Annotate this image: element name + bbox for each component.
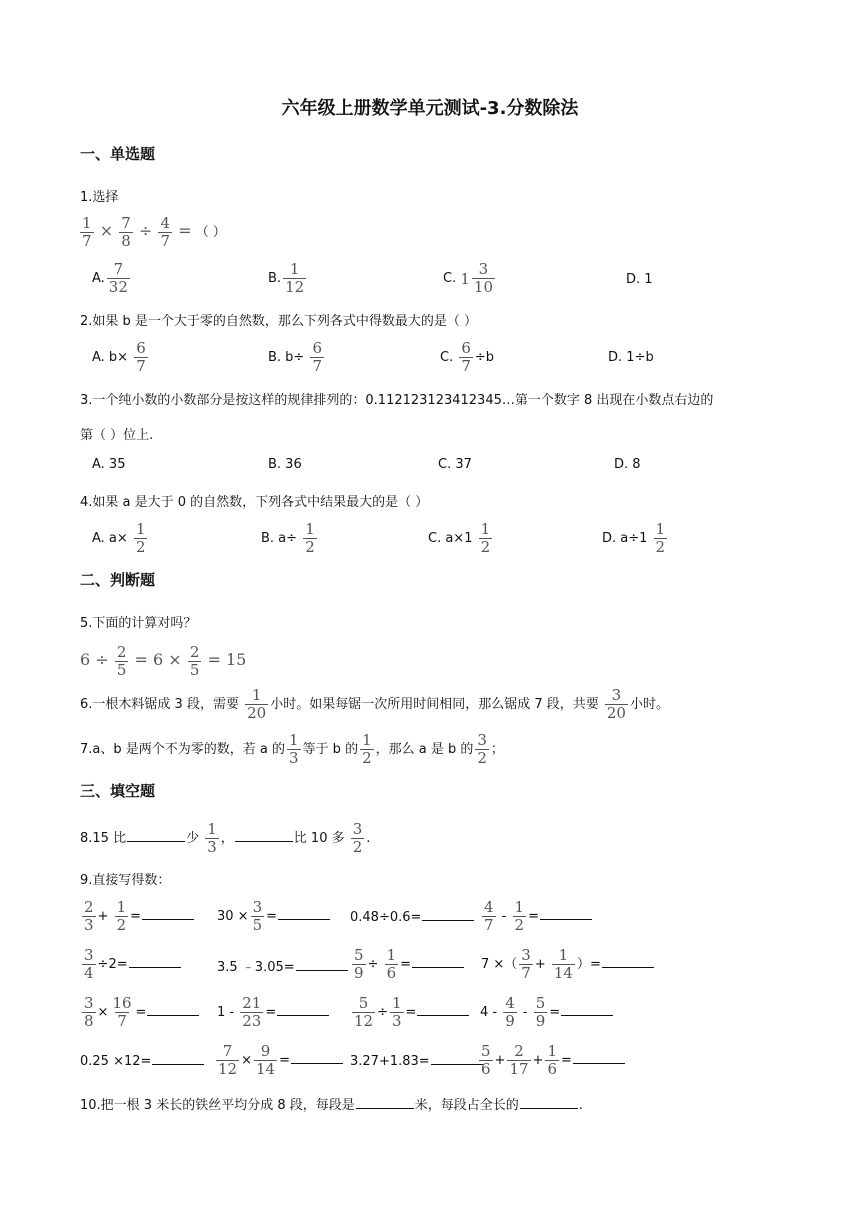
answer-blank[interactable] bbox=[431, 1052, 483, 1065]
q9-row4-item-d: $\frac{5}{6}$ + $\frac{2}{17}$ + $\frac{1}{6}$ = bbox=[477, 1044, 626, 1077]
answer-blank[interactable] bbox=[127, 829, 185, 842]
answer-blank[interactable] bbox=[147, 1003, 199, 1016]
option-4c[interactable]: C. a×1 $\frac{1}{2}$ bbox=[428, 520, 491, 556]
option-3c[interactable]: C. 37 bbox=[438, 457, 472, 472]
answer-blank[interactable] bbox=[296, 958, 348, 971]
answer-blank[interactable] bbox=[277, 1003, 329, 1016]
q9-row4-item-a: 0.25 ×12= bbox=[80, 1052, 205, 1069]
answer-blank[interactable] bbox=[602, 955, 654, 968]
document-title: 六年级上册数学单元测试-3.分数除法 bbox=[281, 98, 579, 119]
q9-row3-item-a: $\frac{3}{8}$ × $\frac{16}{7}$ = bbox=[80, 996, 200, 1029]
answer-blank[interactable] bbox=[235, 829, 293, 842]
q9-row4-item-c: 3.27+1.83= bbox=[350, 1052, 484, 1069]
answer-blank[interactable] bbox=[561, 1003, 613, 1016]
option-2d[interactable]: D. 1÷b bbox=[608, 350, 654, 365]
question-1-stem: 1.选择 bbox=[80, 190, 119, 205]
q9-row2-item-d: 7 ×（ $\frac{3}{7}$ + $\frac{1}{14}$ ）= bbox=[481, 948, 655, 981]
answer-blank[interactable] bbox=[142, 907, 194, 920]
answer-blank[interactable] bbox=[278, 907, 330, 920]
question-3-line-2: 第（ ）位上. bbox=[80, 428, 154, 443]
fraction: $\frac{7}{8}$ bbox=[121, 214, 131, 250]
option-3d[interactable]: D. 8 bbox=[614, 457, 641, 472]
answer-blank[interactable] bbox=[573, 1051, 625, 1064]
answer-blank[interactable] bbox=[129, 955, 181, 968]
question-9-stem: 9.直接写得数： bbox=[80, 873, 171, 888]
question-3-line-1: 3.一个纯小数的小数部分是按这样的规律排列的：0.112123123412345…第一个数字 8 出现在小数点右边的 bbox=[80, 393, 714, 408]
fraction: $\frac{1}{7}$ bbox=[82, 214, 92, 250]
question-10: 10.把一根 3 米长的铁丝平均分成 8 段，每段是 米，每段占全长的 . bbox=[80, 1098, 583, 1113]
option-2a[interactable]: A. b× $\frac{6}{7}$ bbox=[92, 339, 146, 375]
q9-row1-item-c: 0.48÷0.6= bbox=[350, 908, 475, 925]
option-1b[interactable]: B. $\frac{1}{12}$ bbox=[268, 260, 305, 296]
option-1d[interactable]: D. 1 bbox=[626, 272, 653, 287]
q9-row1-item-d: $\frac{4}{7}$ - $\frac{1}{2}$ = bbox=[480, 900, 593, 933]
option-4b[interactable]: B. a÷ $\frac{1}{2}$ bbox=[261, 520, 315, 556]
q9-row2-item-b: 3.5 ﹣3.05= bbox=[217, 956, 349, 975]
q9-row1-item-b: 30 × $\frac{3}{5}$ = bbox=[217, 900, 331, 933]
option-2c[interactable]: C. $\frac{6}{7}$ ÷b bbox=[440, 339, 495, 375]
question-6: 6.一根木料锯成 3 段，需要 $\frac{1}{20}$ 小时。如果每锯一次所用时间相同，那么锯成 7 段，共要 $\frac{3}{20}$ 小时。 bbox=[80, 686, 669, 722]
option-4a[interactable]: A. a× $\frac{1}{2}$ bbox=[92, 520, 146, 556]
option-1a[interactable]: A. $\frac{7}{32}$ bbox=[92, 260, 128, 296]
question-1-expression: $\frac{1}{7}$ × $\frac{7}{8}$ ÷ $\frac{4}{7}$ = （ ） bbox=[82, 214, 226, 250]
q9-row3-item-c: $\frac{5}{12}$ ÷ $\frac{1}{3}$ = bbox=[350, 996, 470, 1029]
option-3a[interactable]: A. 35 bbox=[92, 457, 126, 472]
section-heading-single-choice: 一、单选题 bbox=[80, 145, 156, 163]
q9-row3-item-d: 4 - $\frac{4}{9}$ - $\frac{5}{9}$ = bbox=[480, 996, 614, 1029]
question-7: 7.a、b 是两个不为零的数，若 a 的 $\frac{1}{3}$ 等于 b 的 $\frac{1}{2}$ ，那么 a 是 b 的 $\frac{3}{2}$ ； bbox=[80, 731, 504, 767]
option-4d[interactable]: D. a÷1 $\frac{1}{2}$ bbox=[602, 520, 666, 556]
answer-blank[interactable] bbox=[291, 1051, 343, 1064]
section-heading-fill-in: 三、填空题 bbox=[80, 782, 156, 800]
question-2-stem: 2.如果 b 是一个大于零的自然数，那么下列各式中得数最大的是（ ） bbox=[80, 314, 478, 329]
q9-row3-item-b: 1 - $\frac{21}{23}$ = bbox=[217, 996, 330, 1029]
q9-row1-item-a: $\frac{2}{3}$ + $\frac{1}{2}$ = bbox=[80, 900, 195, 933]
answer-blank[interactable] bbox=[152, 1052, 204, 1065]
question-8: 8.15 比 少 $\frac{1}{3}$ ， 比 10 多 $\frac{3}{2}$ . bbox=[80, 820, 371, 856]
option-3b[interactable]: B. 36 bbox=[268, 457, 302, 472]
answer-blank[interactable] bbox=[520, 1096, 578, 1109]
q9-row2-item-a: $\frac{3}{4}$ ÷2= bbox=[80, 948, 182, 981]
answer-blank[interactable] bbox=[422, 908, 474, 921]
answer-blank[interactable] bbox=[412, 955, 464, 968]
option-1c[interactable]: C. 1 $\frac{3}{10}$ bbox=[443, 260, 493, 296]
option-2b[interactable]: B. b÷ $\frac{6}{7}$ bbox=[268, 339, 323, 375]
answer-blank[interactable] bbox=[417, 1003, 469, 1016]
question-5-stem: 5.下面的计算对吗？ bbox=[80, 616, 197, 631]
answer-blank[interactable] bbox=[356, 1096, 414, 1109]
fraction: $\frac{4}{7}$ bbox=[160, 214, 171, 250]
q9-row2-item-c: $\frac{5}{9}$ ÷ $\frac{1}{6}$ = bbox=[350, 948, 465, 981]
section-heading-true-false: 二、判断题 bbox=[80, 571, 156, 589]
question-4-stem: 4.如果 a 是大于 0 的自然数，下列各式中结果最大的是（ ） bbox=[80, 495, 429, 510]
question-5-expression: 6 ÷ $\frac{2}{5}$ = 6 × $\frac{2}{5}$ = 15 bbox=[80, 643, 247, 679]
q9-row4-item-b: $\frac{7}{12}$ × $\frac{9}{14}$ = bbox=[214, 1044, 344, 1077]
answer-blank[interactable] bbox=[540, 907, 592, 920]
